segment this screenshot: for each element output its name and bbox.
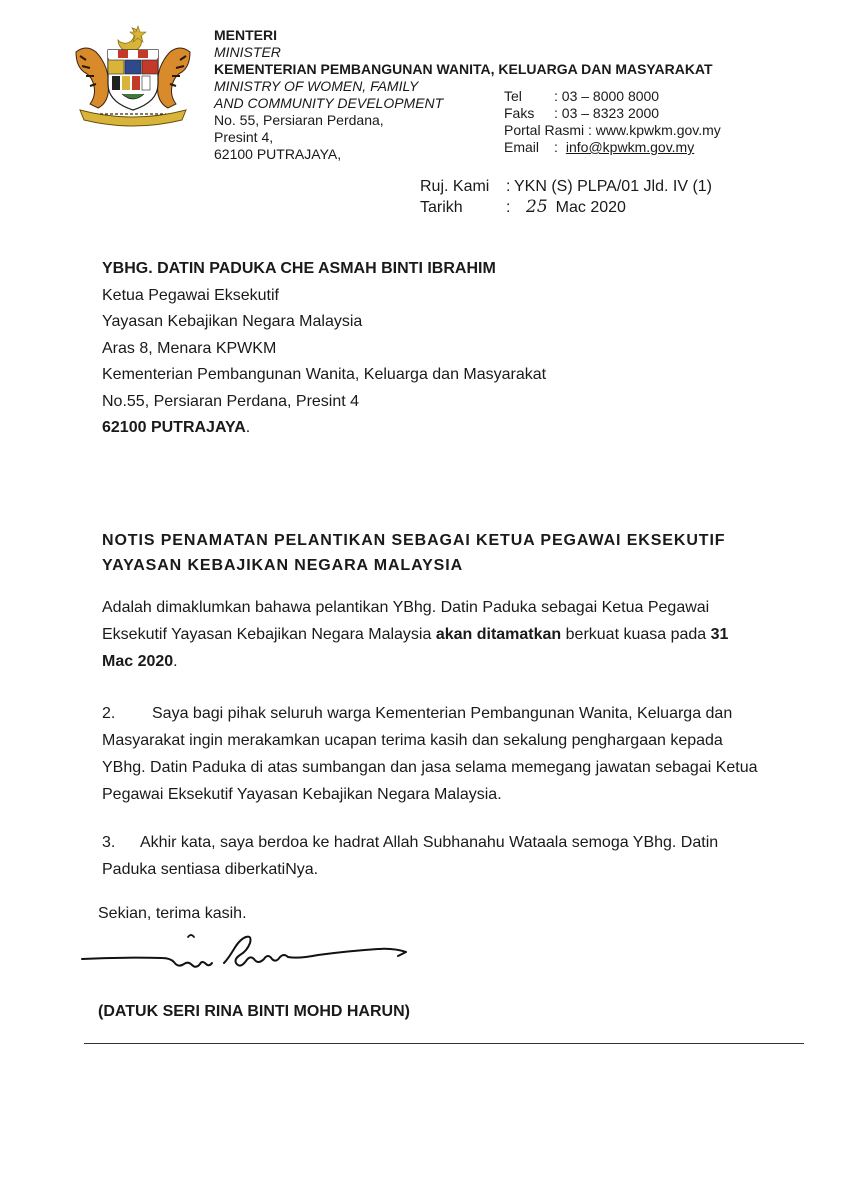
contact-fax (504, 105, 721, 122)
signoff: Sekian, terima kasih. (98, 905, 247, 922)
date-label: Tarikh (420, 199, 463, 216)
paragraph-3 (102, 829, 762, 883)
addressee-city-suffix: . (245, 419, 251, 436)
paragraph-1 (102, 594, 762, 675)
addressee-line-2: Yayasan Kebajikan Negara Malaysia (102, 313, 363, 330)
contact-email (504, 139, 721, 156)
email-separator: : (554, 139, 558, 155)
p1-text-a: Adalah dimaklumkan bahawa pelantikan YBhg. Datin Paduka sebagai Ketua Pegawai Eksekutif Yayasan Kebajikan Negara Malaysia (102, 599, 710, 643)
fax-label: Faks (504, 105, 535, 121)
addressee-city: 62100 PUTRAJAYA (102, 419, 246, 436)
subject-line-1: NOTIS PENAMATAN PELANTIKAN SEBAGAI KETUA PEGAWAI EKSEKUTIF (102, 532, 726, 549)
p3-number: 3. (102, 834, 116, 851)
letterhead-address-3: 62100 PUTRAJAYA, (214, 146, 342, 162)
p1-text-b: berkuat kuasa pada (561, 626, 711, 643)
email-label: Email (504, 139, 540, 155)
reference-row: Ruj. Kami : YKN (S) PLPA/01 Jld. IV (1) (420, 178, 712, 195)
letterhead-title-en: MINISTER (214, 44, 281, 60)
date-month-year: Mac 2020 (555, 199, 626, 216)
p1-date: 31 Mac 2020 (102, 626, 729, 670)
coat-of-arms-icon (66, 22, 200, 128)
p2-text: Saya bagi pihak seluruh warga Kementerian Pembangunan Wanita, Keluarga dan Masyarakat ingin merakamkan ucapan terima kasih dan sekalung penghargaan kepada YBhg. Datin Paduka di atas sumbangan dan jasa selama memegang jawatan sebagai Ketua Pegawai Eksekutif Yayasan Kebajikan Negara Malaysia. (102, 705, 758, 803)
p2-number: 2. (102, 705, 116, 722)
contact-portal (504, 122, 721, 139)
addressee-city-line (102, 415, 546, 442)
addressee-line-3: Aras 8, Menara KPWKM (102, 339, 277, 357)
addressee-block (102, 256, 546, 442)
contact-block (504, 88, 721, 156)
portal-text: Portal Rasmi : www.kpwkm.gov.my (504, 122, 721, 138)
letter-subject (102, 528, 725, 578)
reference-label: Ruj. Kami (420, 178, 490, 195)
signer-name: (DATUK SERI RINA BINTI MOHD HARUN) (98, 1003, 410, 1020)
contact-tel (504, 88, 721, 105)
date-row: Tarikh : 25 Mac 2020 (420, 197, 626, 217)
paragraph-2 (102, 700, 762, 808)
handwritten-signature-icon (80, 925, 410, 985)
subject-line-2: YAYASAN KEBAJIKAN NEGARA MALAYSIA (102, 557, 464, 574)
letterhead-ministry-en-1: MINISTRY OF WOMEN, FAMILY (214, 78, 419, 94)
tel-label: Tel (504, 88, 522, 104)
letterhead-address-1: No. 55, Persiaran Perdana, (214, 112, 384, 128)
date-day-handwritten: 25 (526, 197, 548, 217)
p1-end: . (173, 653, 178, 670)
letterhead-title-ms: MENTERI (214, 27, 277, 43)
addressee-name: YBHG. DATIN PADUKA CHE ASMAH BINTI IBRAHIM (102, 260, 496, 277)
p1-bold: akan ditamatkan (435, 626, 562, 643)
addressee-line-5: No.55, Persiaran Perdana, Presint 4 (102, 392, 360, 410)
p3-text: Akhir kata, saya berdoa ke hadrat Allah Subhanahu Wataala semoga YBhg. Datin Paduka sentiasa diberkatiNya. (102, 834, 719, 878)
addressee-line-1: Ketua Pegawai Eksekutif (102, 286, 279, 304)
addressee-line-4: Kementerian Pembangunan Wanita, Keluarga dan Masyarakat (102, 366, 547, 383)
email-link[interactable]: info@kpwkm.gov.my (565, 139, 695, 155)
tel-value: : 03 – 8000 8000 (554, 88, 660, 104)
letterhead-ministry-ms: KEMENTERIAN PEMBANGUNAN WANITA, KELUARGA DAN MASYARAKAT (214, 61, 713, 77)
letterhead-ministry-en-2: AND COMMUNITY DEVELOPMENT (214, 95, 444, 111)
footer-divider (84, 1043, 804, 1044)
reference-block (420, 176, 712, 218)
reference-value: YKN (S) PLPA/01 Jld. IV (1) (514, 178, 712, 195)
fax-value: : 03 – 8323 2000 (554, 105, 660, 121)
letterhead-address-2: Presint 4, (214, 129, 274, 145)
